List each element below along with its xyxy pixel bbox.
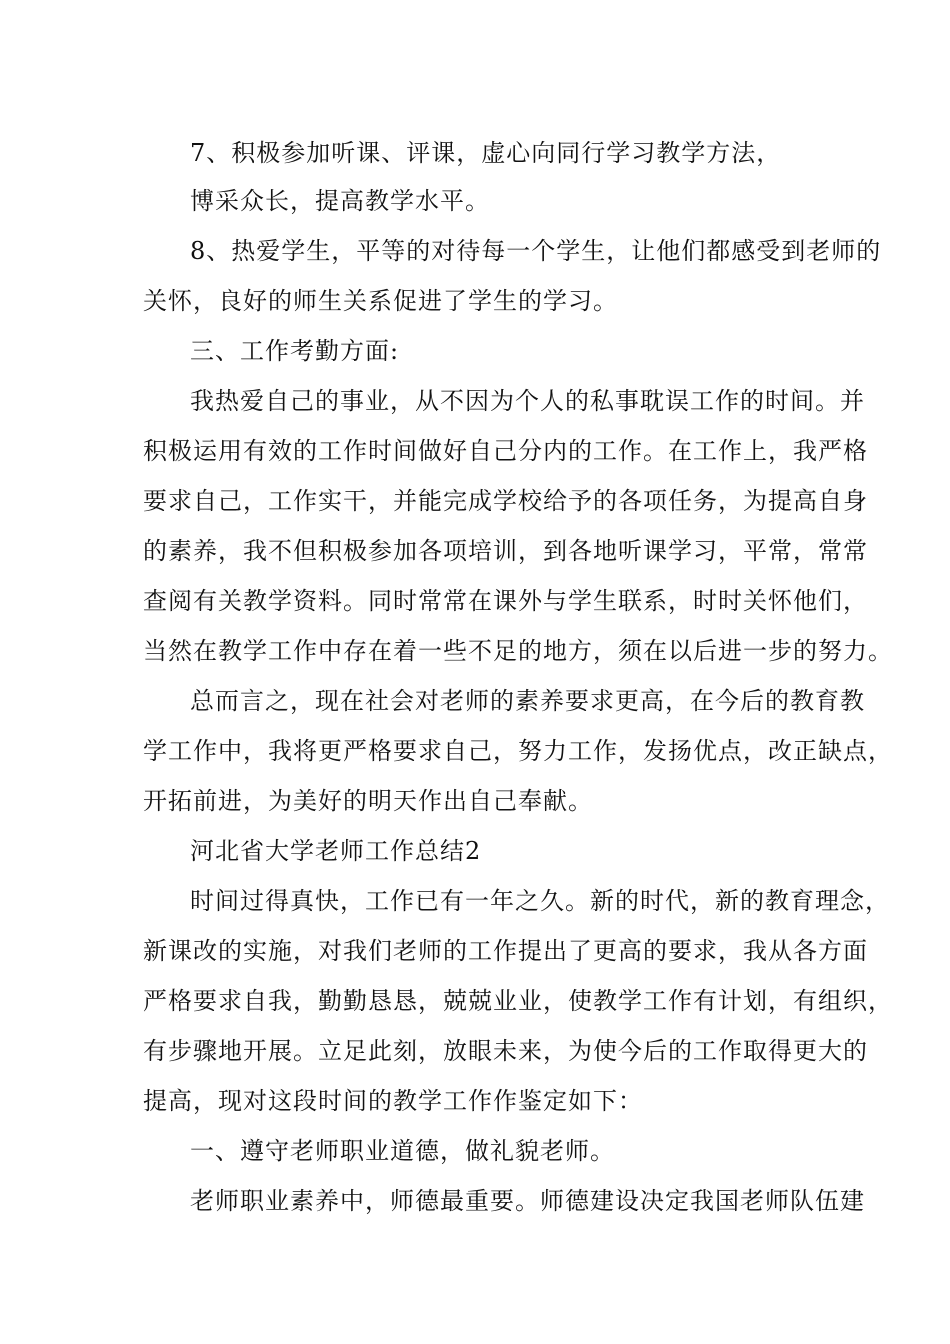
text-line: 提高，现对这段时间的教学工作作鉴定如下： bbox=[143, 1087, 643, 1115]
text-line: 7、积极参加听课、评课，虚心向同行学习教学方法， bbox=[190, 139, 782, 167]
text-line: 积极运用有效的工作时间做好自己分内的工作。在工作上，我严格 bbox=[143, 437, 868, 465]
text-line: 查阅有关教学资料。同时常常在课外与学生联系，时时关怀他们， bbox=[143, 587, 868, 615]
section-heading: 一、遵守老师职业道德，做礼貌老师。 bbox=[190, 1137, 615, 1165]
text-line: 严格要求自我，勤勤恳恳，兢兢业业，使教学工作有计划，有组织， bbox=[143, 987, 893, 1015]
text-line: 学工作中，我将更严格要求自己，努力工作，发扬优点，改正缺点， bbox=[143, 737, 893, 765]
section-heading: 三、工作考勤方面: bbox=[190, 337, 400, 365]
text-line: 时间过得真快，工作已有一年之久。新的时代，新的教育理念， bbox=[190, 887, 890, 915]
text-line: 的素养，我不但积极参加各项培训，到各地听课学习，平常，常常 bbox=[143, 537, 868, 565]
text-line: 老师职业素养中，师德最重要。师德建设决定我国老师队伍建 bbox=[190, 1187, 865, 1215]
text-line: 总而言之，现在社会对老师的素养要求更高，在今后的教育教 bbox=[190, 687, 865, 715]
text-line: 我热爱自己的事业，从不因为个人的私事耽误工作的时间。并 bbox=[190, 387, 865, 415]
text-line: 开拓前进，为美好的明天作出自己奉献。 bbox=[143, 787, 593, 815]
text-line: 要求自己，工作实干，并能完成学校给予的各项任务，为提高自身 bbox=[143, 487, 868, 515]
text-line: 博采众长，提高教学水平。 bbox=[190, 187, 490, 215]
text-line: 当然在教学工作中存在着一些不足的地方，须在以后进一步的努力。 bbox=[143, 637, 893, 665]
section-title: 河北省大学老师工作总结2 bbox=[190, 837, 482, 865]
text-line: 关怀，良好的师生关系促进了学生的学习。 bbox=[143, 287, 618, 315]
text-line: 新课改的实施，对我们老师的工作提出了更高的要求，我从各方面 bbox=[143, 937, 868, 965]
text-line: 有步骤地开展。立足此刻，放眼未来，为使今后的工作取得更大的 bbox=[143, 1037, 868, 1065]
text-line: 8、热爱学生，平等的对待每一个学生，让他们都感受到老师的 bbox=[190, 237, 882, 265]
